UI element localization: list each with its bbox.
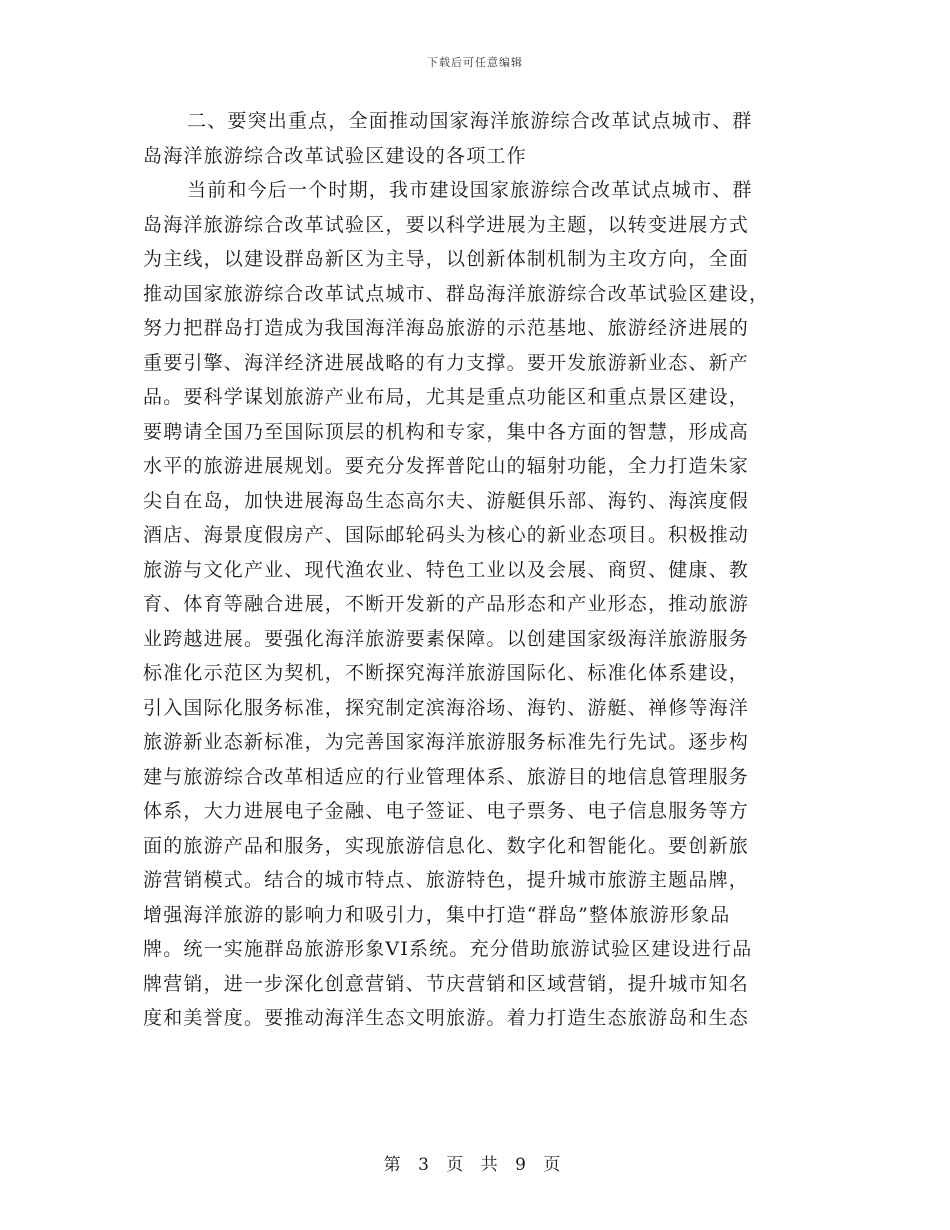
paragraph-line: 面的旅游产品和服务，实现旅游信息化、数字化和智能化。要创新旅 bbox=[143, 834, 750, 857]
paragraph-line: 尖自在岛，加快进展海岛生态高尔夫、游艇俱乐部、海钓、海滨度假 bbox=[143, 489, 750, 512]
paragraph-line: 引入国际化服务标准，探究制定滨海浴场、海钓、游艇、禅修等海洋 bbox=[143, 696, 750, 719]
paragraph-line: 育、体育等融合进展，不断开发新的产品形态和产业形态，推动旅游 bbox=[143, 593, 750, 615]
paragraph-line: 当前和今后一个时期，我市建设国家旅游综合改革试点城市、群 bbox=[187, 179, 753, 201]
paragraph-line: 游营销模式。结合的城市特点、旅游特色，提升城市旅游主题品牌， bbox=[143, 869, 750, 891]
paragraph-line: 重要引擎、海洋经济进展战略的有力支撑。要开发旅游新业态、新产 bbox=[143, 351, 750, 374]
section-heading-line: 岛海洋旅游综合改革试验区建设的各项工作 bbox=[143, 144, 527, 167]
paragraph-line: 品。要科学谋划旅游产业布局，尤其是重点功能区和重点景区建设， bbox=[143, 386, 750, 408]
paragraph-line: 为主线，以建设群岛新区为主导，以创新体制机制为主攻方向，全面 bbox=[143, 248, 750, 270]
paragraph-line: 岛海洋旅游综合改革试验区，要以科学进展为主题，以转变进展方式 bbox=[143, 213, 750, 236]
page-number: 第 3 页 共 9 页 bbox=[383, 1155, 567, 1175]
paragraph-line: 牌。统一实施群岛旅游形象VI系统。充分借助旅游试验区建设进行品 bbox=[143, 938, 753, 960]
paragraph-line: 度和美誉度。要推动海洋生态文明旅游。着力打造生态旅游岛和生态 bbox=[143, 1007, 750, 1029]
page-header: 下载后可任意编辑 bbox=[427, 56, 523, 69]
paragraph-line: 旅游与文化产业、现代渔农业、特色工业以及会展、商贸、健康、教 bbox=[143, 558, 750, 581]
paragraph-line: 增强海洋旅游的影响力和吸引力，集中打造“群岛”整体旅游形象品 bbox=[143, 903, 731, 926]
paragraph-line: 水平的旅游进展规划。要充分发挥普陀山的辐射功能，全力打造朱家 bbox=[143, 455, 750, 477]
paragraph-line: 推动国家旅游综合改革试点城市、群岛海洋旅游综合改革试验区建设， bbox=[143, 282, 770, 305]
section-heading-line: 二、要突出重点，全面推动国家海洋旅游综合改革试点城市、群 bbox=[187, 110, 753, 132]
paragraph-line: 牌营销，进一步深化创意营销、节庆营销和区域营销，提升城市知名 bbox=[143, 972, 750, 995]
paragraph-line: 努力把群岛打造成为我国海洋海岛旅游的示范基地、旅游经济进展的 bbox=[143, 317, 750, 339]
paragraph-line: 体系，大力进展电子金融、电子签证、电子票务、电子信息服务等方 bbox=[143, 800, 750, 822]
paragraph-line: 要聘请全国乃至国际顶层的机构和专家，集中各方面的智慧，形成高 bbox=[143, 420, 750, 443]
paragraph-line: 旅游新业态新标准，为完善国家海洋旅游服务标准先行先试。逐步构 bbox=[143, 731, 750, 753]
paragraph-line: 业跨越进展。要强化海洋旅游要素保障。以创建国家级海洋旅游服务 bbox=[143, 627, 750, 650]
document-body bbox=[143, 104, 813, 1036]
paragraph-line: 建与旅游综合改革相适应的行业管理体系、旅游目的地信息管理服务 bbox=[143, 765, 750, 788]
paragraph-line: 酒店、海景度假房产、国际邮轮码头为核心的新业态项目。积极推动 bbox=[143, 524, 750, 546]
paragraph-line: 标准化示范区为契机，不断探究海洋旅游国际化、标准化体系建设， bbox=[143, 662, 750, 684]
